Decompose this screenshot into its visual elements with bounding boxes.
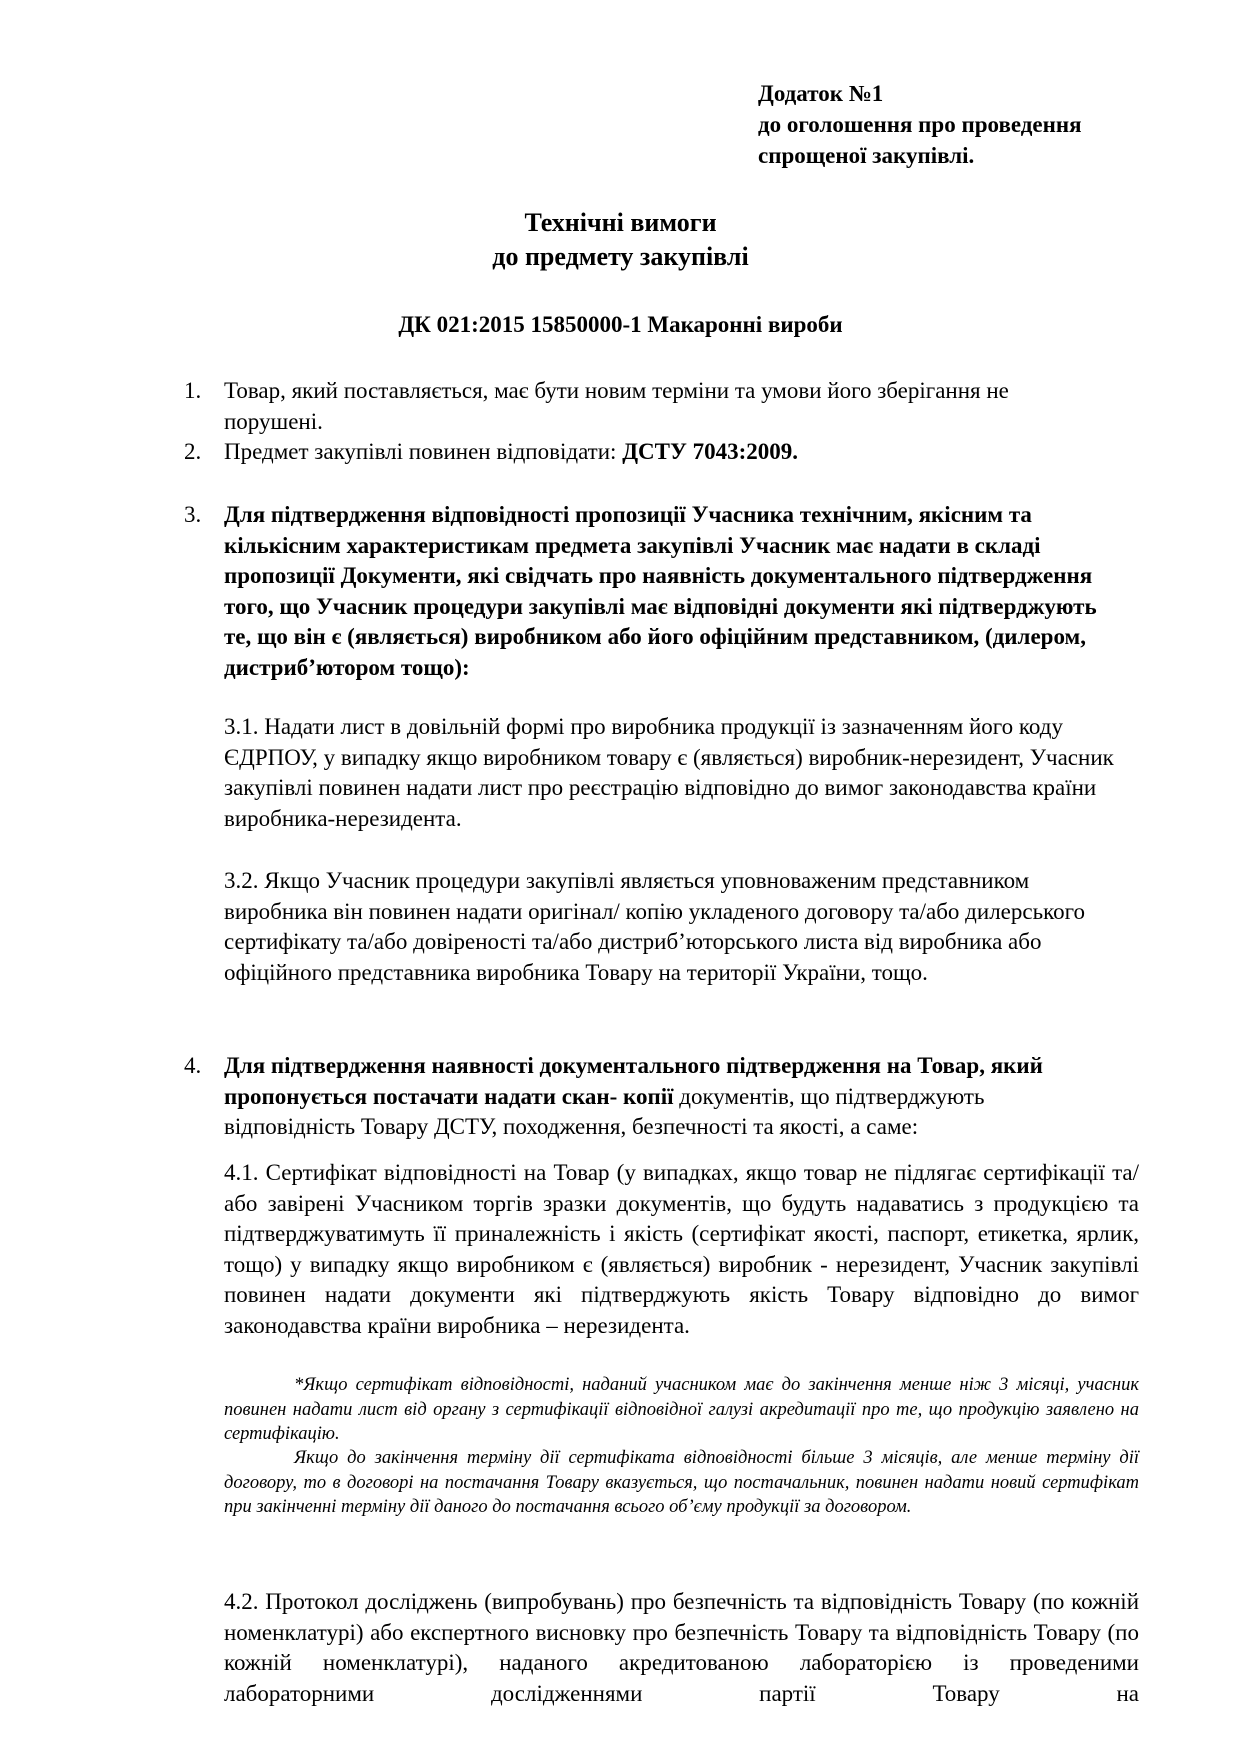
title-line-1: Технічні вимоги — [524, 208, 717, 237]
list-item-number: 1. — [184, 378, 202, 403]
list-item-bold: Для підтвердження наявності документального підтвердження на Товар, який пропонується постачати надати скан- копії — [224, 1053, 1043, 1109]
list-item-text: Товар, який поставляється, має бути новим терміни та умови його зберігання не порушені. — [224, 378, 1009, 434]
paragraph-3-2: 3.2. Якщо Учасник процедури закупівлі являється уповноваженим представником виробника він повинен надати оригінал/ копію укладеного договору та/або дилерського сертифікату та/або довіреності та/або дистриб’юторського листа від виробника або офіційного представника виробника Товару на території України, тощо. — [224, 868, 1085, 985]
document-title — [0, 206, 1241, 274]
list-item-plain: Предмет закупівлі повинен відповідати: — [224, 439, 623, 464]
standard-code: ДСТУ 7043:2009. — [622, 439, 799, 464]
list-item-text — [224, 437, 1124, 468]
list-item-bold: Для підтвердження відповідності пропозиції Учасника технічним, якісним та кількісним характеристикам предмета закупівлі Учасник має надати в складі пропозиції Документи, які свідчать про наявність документального підтвердження того, що Учасник процедури закупівлі має відповідні документи які підтверджують те, що він є (являється) виробником або його офіційним представником, (дилером, дистриб’ютором тощо): — [224, 502, 1097, 680]
procurement-subject: ДК 021:2015 15850000-1 Макаронні вироби — [398, 312, 843, 337]
title-line-2: до предмету закупівлі — [492, 242, 749, 271]
annex-line-3: спрощеної закупівлі. — [758, 143, 975, 168]
annex-line-1: Додаток №1 — [758, 81, 884, 106]
paragraph-3-1: 3.1. Надати лист в довільній формі про виробника продукції із зазначенням його коду ЄДРПОУ, у випадку якщо виробником товару є (являється) виробник-нерезидент, Учасник закупівлі повинен надати лист про реєстрацію відповідно до вимог законодавства країни виробника-нерезидента. — [224, 714, 1114, 831]
list-item-text — [224, 500, 1104, 683]
footnote-2: Якщо до закінчення терміну дії сертифіката відповідності більше 3 місяців, але менше терміну дії договору, то в договорі на постачання Товару вказується, що постачальник, повинен надати новий сертифікат при закінченні терміну дії даного до постачання всього об’єму продукції за договором. — [224, 1448, 1139, 1517]
list-item-number: 4. — [184, 1053, 202, 1078]
list-item-text — [224, 1051, 1104, 1143]
list-item-plain: документів, що підтверджують відповідність Товару ДСТУ, походження, безпечності та якості, а саме: — [224, 1083, 985, 1139]
paragraph-4-1: 4.1. Сертифікат відповідності на Товар (у випадках, якщо товар не підлягає сертифікації та/або завірені Учасником торгів зразки документів, що будуть надаватись з продукцією та підтверджуватимуть її приналежність і якість (сертифікат якості, паспорт, етикетка, ярлик, тощо) у випадку якщо виробником є (являється) виробник - нерезидент, Учасник закупівлі повинен надати документи які підтверджують якість Товару відповідно до вимог законодавства країни виробника – нерезидента. — [224, 1160, 1139, 1338]
list-item-number: 2. — [184, 439, 202, 464]
annex-header — [758, 78, 1082, 171]
paragraph-4-2: 4.2. Протокол досліджень (випробувань) про безпечність та відповідність Товару (по кожній номенклатурі) або експертного висновку про безпечність Товару та відповідність Товару (по кожній номенклатурі), наданого акредитованою лабораторією із проведеними лабораторними дослідженнями партії Товару на — [224, 1589, 1139, 1706]
footnote-1: *Якщо сертифікат відповідності, наданий учасником має до закінчення менше ніж 3 місяці, учасник повинен надати лист від органу з сертифікації відповідної галузі акредитації про те, що продукцію заявлено на сертифікацію. — [224, 1375, 1139, 1444]
annex-line-2: до оголошення про проведення — [758, 112, 1082, 137]
list-item-number: 3. — [184, 502, 202, 527]
